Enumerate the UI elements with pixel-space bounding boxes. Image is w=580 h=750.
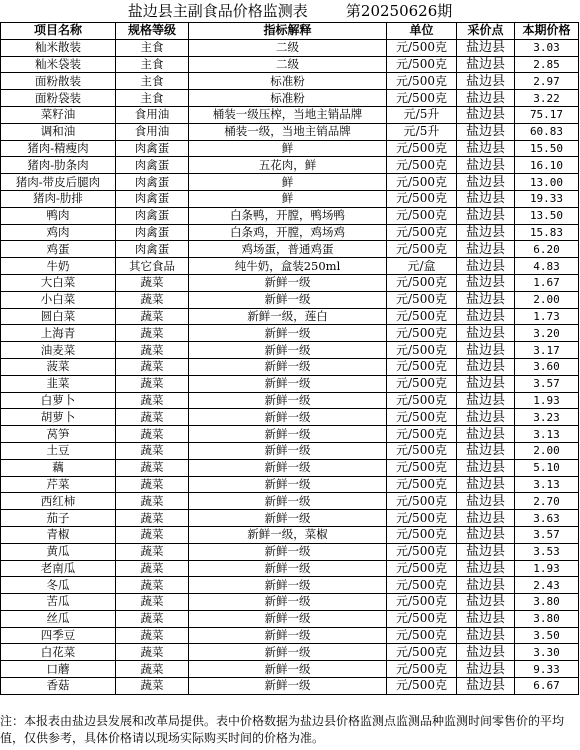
cell-price: 2.43: [515, 577, 579, 594]
cell-unit: 元/500克: [387, 459, 457, 476]
table-row: [1, 375, 579, 392]
cell-description: 新鲜一级: [189, 291, 387, 308]
cell-item-name: 籼米散装: [1, 39, 116, 56]
cell-item-name: 苦瓜: [1, 594, 116, 611]
cell-unit: 元/500克: [387, 526, 457, 543]
cell-collection-point: 盐边县: [457, 73, 515, 90]
cell-price: 3.17: [515, 342, 579, 359]
cell-description: 纯牛奶，盒装250ml: [189, 258, 387, 275]
cell-grade: 蔬菜: [116, 594, 189, 611]
cell-price: 2.00: [515, 291, 579, 308]
cell-description: 鲜: [189, 174, 387, 191]
cell-description: 新鲜一级: [189, 442, 387, 459]
cell-price: 75.17: [515, 106, 579, 123]
cell-description: 新鲜一级: [189, 375, 387, 392]
report-title: 盐边县主副食品价格监测表 第20250626期: [127, 2, 453, 20]
cell-unit: 元/500克: [387, 241, 457, 258]
table-row: [1, 543, 579, 560]
cell-price: 1.73: [515, 308, 579, 325]
cell-unit: 元/500克: [387, 207, 457, 224]
cell-price: 60.83: [515, 123, 579, 140]
cell-description: 新鲜一级: [189, 426, 387, 443]
cell-grade: 肉禽蛋: [116, 174, 189, 191]
cell-collection-point: 盐边县: [457, 258, 515, 275]
cell-item-name: 猪肉-带皮后腿肉: [1, 174, 116, 191]
cell-price: 6.20: [515, 241, 579, 258]
cell-item-name: 菜籽油: [1, 106, 116, 123]
cell-unit: 元/5升: [387, 106, 457, 123]
cell-description: 新鲜一级: [189, 510, 387, 527]
cell-item-name: 籼米袋装: [1, 56, 116, 73]
cell-price: 16.10: [515, 157, 579, 174]
cell-description: 新鲜一级: [189, 543, 387, 560]
table-row: [1, 241, 579, 258]
table-row: [1, 493, 579, 510]
cell-collection-point: 盐边县: [457, 123, 515, 140]
table-row: [1, 90, 579, 107]
cell-price: 1.67: [515, 274, 579, 291]
table-row: [1, 140, 579, 157]
cell-item-name: 黄瓜: [1, 543, 116, 560]
cell-collection-point: 盐边县: [457, 56, 515, 73]
cell-item-name: 韭菜: [1, 375, 116, 392]
cell-collection-point: 盐边县: [457, 594, 515, 611]
cell-unit: 元/500克: [387, 90, 457, 107]
table-row: [1, 325, 579, 342]
cell-grade: 蔬菜: [116, 325, 189, 342]
cell-unit: 元/500克: [387, 426, 457, 443]
cell-description: 新鲜一级: [189, 644, 387, 661]
cell-unit: 元/500克: [387, 190, 457, 207]
cell-unit: 元/500克: [387, 442, 457, 459]
cell-description: 新鲜一级: [189, 274, 387, 291]
cell-item-name: 猪肉-肋排: [1, 190, 116, 207]
cell-unit: 元/500克: [387, 661, 457, 678]
table-row: [1, 274, 579, 291]
cell-price: 3.57: [515, 375, 579, 392]
cell-description: 五花肉，鲜: [189, 157, 387, 174]
cell-unit: 元/500克: [387, 308, 457, 325]
cell-price: 6.67: [515, 678, 579, 695]
cell-collection-point: 盐边县: [457, 644, 515, 661]
cell-collection-point: 盐边县: [457, 224, 515, 241]
cell-grade: 蔬菜: [116, 510, 189, 527]
cell-grade: 蔬菜: [116, 426, 189, 443]
cell-grade: 蔬菜: [116, 577, 189, 594]
table-row: [1, 610, 579, 627]
cell-price: 3.22: [515, 90, 579, 107]
cell-price: 3.60: [515, 358, 579, 375]
cell-item-name: 面粉袋装: [1, 90, 116, 107]
cell-description: 二级: [189, 39, 387, 56]
table-row: [1, 510, 579, 527]
cell-description: 新鲜一级: [189, 627, 387, 644]
cell-item-name: 芹菜: [1, 476, 116, 493]
price-table: [0, 22, 579, 695]
cell-description: 新鲜一级: [189, 678, 387, 695]
cell-grade: 蔬菜: [116, 274, 189, 291]
cell-unit: 元/500克: [387, 325, 457, 342]
cell-grade: 蔬菜: [116, 392, 189, 409]
cell-collection-point: 盐边县: [457, 661, 515, 678]
cell-grade: 蔬菜: [116, 308, 189, 325]
cell-collection-point: 盐边县: [457, 39, 515, 56]
cell-item-name: 冬瓜: [1, 577, 116, 594]
cell-price: 3.80: [515, 610, 579, 627]
cell-unit: 元/500克: [387, 291, 457, 308]
table-row: [1, 526, 579, 543]
cell-item-name: 口蘑: [1, 661, 116, 678]
cell-description: 新鲜一级: [189, 358, 387, 375]
table-header-row: [1, 23, 579, 40]
table-row: [1, 39, 579, 56]
cell-price: 2.00: [515, 442, 579, 459]
cell-price: 3.50: [515, 627, 579, 644]
cell-price: 4.83: [515, 258, 579, 275]
cell-item-name: 大白菜: [1, 274, 116, 291]
header-item-name: 项目名称: [1, 23, 116, 40]
cell-item-name: 白萝卜: [1, 392, 116, 409]
cell-grade: 蔬菜: [116, 358, 189, 375]
cell-item-name: 莴笋: [1, 426, 116, 443]
cell-collection-point: 盐边县: [457, 291, 515, 308]
table-row: [1, 594, 579, 611]
cell-grade: 肉禽蛋: [116, 241, 189, 258]
cell-collection-point: 盐边县: [457, 493, 515, 510]
cell-collection-point: 盐边县: [457, 157, 515, 174]
header-collection-point: 采价点: [457, 23, 515, 40]
cell-grade: 肉禽蛋: [116, 190, 189, 207]
table-row: [1, 409, 579, 426]
cell-item-name: 猪肉-肋条肉: [1, 157, 116, 174]
cell-description: 新鲜一级: [189, 325, 387, 342]
cell-collection-point: 盐边县: [457, 442, 515, 459]
cell-unit: 元/5升: [387, 123, 457, 140]
cell-collection-point: 盐边县: [457, 174, 515, 191]
table-row: [1, 661, 579, 678]
cell-item-name: 鸡肉: [1, 224, 116, 241]
header-grade: 规格等级: [116, 23, 189, 40]
cell-unit: 元/500克: [387, 610, 457, 627]
cell-description: 白条鸡，开膛，鸡场鸡: [189, 224, 387, 241]
cell-description: 鲜: [189, 190, 387, 207]
cell-price: 15.50: [515, 140, 579, 157]
cell-grade: 蔬菜: [116, 442, 189, 459]
cell-price: 3.53: [515, 543, 579, 560]
cell-collection-point: 盐边县: [457, 627, 515, 644]
cell-collection-point: 盐边县: [457, 140, 515, 157]
cell-item-name: 西红柿: [1, 493, 116, 510]
cell-unit: 元/500克: [387, 56, 457, 73]
cell-collection-point: 盐边县: [457, 560, 515, 577]
cell-price: 3.13: [515, 426, 579, 443]
cell-grade: 蔬菜: [116, 560, 189, 577]
cell-description: 新鲜一级: [189, 459, 387, 476]
cell-unit: 元/500克: [387, 510, 457, 527]
cell-item-name: 茄子: [1, 510, 116, 527]
cell-description: 新鲜一级: [189, 577, 387, 594]
cell-description: 鸡场蛋，普通鸡蛋: [189, 241, 387, 258]
cell-price: 19.33: [515, 190, 579, 207]
cell-grade: 蔬菜: [116, 644, 189, 661]
cell-description: 新鲜一级，菜椒: [189, 526, 387, 543]
cell-unit: 元/500克: [387, 392, 457, 409]
cell-item-name: 圆白菜: [1, 308, 116, 325]
cell-item-name: 牛奶: [1, 258, 116, 275]
cell-price: 2.70: [515, 493, 579, 510]
cell-unit: 元/500克: [387, 157, 457, 174]
cell-price: 3.30: [515, 644, 579, 661]
cell-description: 桶装一级，当地主销品牌: [189, 123, 387, 140]
cell-grade: 主食: [116, 90, 189, 107]
table-row: [1, 644, 579, 661]
cell-description: 白条鸭，开膛，鸭场鸭: [189, 207, 387, 224]
cell-grade: 肉禽蛋: [116, 207, 189, 224]
cell-collection-point: 盐边县: [457, 375, 515, 392]
cell-unit: 元/500克: [387, 627, 457, 644]
cell-item-name: 鸡蛋: [1, 241, 116, 258]
cell-collection-point: 盐边县: [457, 274, 515, 291]
cell-grade: 蔬菜: [116, 627, 189, 644]
table-row: [1, 291, 579, 308]
table-row: [1, 442, 579, 459]
cell-collection-point: 盐边县: [457, 190, 515, 207]
cell-collection-point: 盐边县: [457, 543, 515, 560]
cell-item-name: 藕: [1, 459, 116, 476]
cell-unit: 元/500克: [387, 342, 457, 359]
cell-price: 9.33: [515, 661, 579, 678]
cell-grade: 食用油: [116, 106, 189, 123]
table-row: [1, 476, 579, 493]
cell-grade: 食用油: [116, 123, 189, 140]
table-row: [1, 308, 579, 325]
cell-grade: 蔬菜: [116, 543, 189, 560]
cell-collection-point: 盐边县: [457, 90, 515, 107]
cell-price: 2.97: [515, 73, 579, 90]
cell-collection-point: 盐边县: [457, 510, 515, 527]
cell-item-name: 土豆: [1, 442, 116, 459]
table-row: [1, 190, 579, 207]
cell-item-name: 调和油: [1, 123, 116, 140]
cell-price: 13.50: [515, 207, 579, 224]
cell-unit: 元/500克: [387, 39, 457, 56]
cell-description: 新鲜一级: [189, 661, 387, 678]
cell-unit: 元/500克: [387, 543, 457, 560]
cell-unit: 元/500克: [387, 358, 457, 375]
cell-item-name: 鸭肉: [1, 207, 116, 224]
cell-price: 3.63: [515, 510, 579, 527]
cell-collection-point: 盐边县: [457, 308, 515, 325]
cell-unit: 元/500克: [387, 140, 457, 157]
cell-grade: 蔬菜: [116, 459, 189, 476]
cell-description: 新鲜一级: [189, 409, 387, 426]
cell-unit: 元/500克: [387, 644, 457, 661]
cell-grade: 蔬菜: [116, 661, 189, 678]
cell-collection-point: 盐边县: [457, 610, 515, 627]
cell-grade: 蔬菜: [116, 493, 189, 510]
cell-description: 新鲜一级: [189, 594, 387, 611]
table-row: [1, 342, 579, 359]
cell-description: 新鲜一级: [189, 493, 387, 510]
table-row: [1, 106, 579, 123]
cell-item-name: 面粉散装: [1, 73, 116, 90]
cell-unit: 元/500克: [387, 594, 457, 611]
cell-price: 13.00: [515, 174, 579, 191]
table-row: [1, 678, 579, 695]
header-unit: 单位: [387, 23, 457, 40]
cell-price: 3.23: [515, 409, 579, 426]
cell-collection-point: 盐边县: [457, 325, 515, 342]
cell-price: 3.20: [515, 325, 579, 342]
cell-grade: 肉禽蛋: [116, 157, 189, 174]
cell-item-name: 白花菜: [1, 644, 116, 661]
cell-unit: 元/500克: [387, 224, 457, 241]
cell-price: 2.85: [515, 56, 579, 73]
table-row: [1, 358, 579, 375]
cell-unit: 元/500克: [387, 476, 457, 493]
cell-grade: 蔬菜: [116, 409, 189, 426]
cell-collection-point: 盐边县: [457, 342, 515, 359]
cell-unit: 元/500克: [387, 493, 457, 510]
cell-item-name: 菠菜: [1, 358, 116, 375]
cell-item-name: 青椒: [1, 526, 116, 543]
cell-collection-point: 盐边县: [457, 678, 515, 695]
cell-collection-point: 盐边县: [457, 207, 515, 224]
cell-price: 3.80: [515, 594, 579, 611]
cell-grade: 蔬菜: [116, 526, 189, 543]
cell-unit: 元/500克: [387, 409, 457, 426]
cell-item-name: 胡萝卜: [1, 409, 116, 426]
table-row: [1, 392, 579, 409]
cell-description: 标准粉: [189, 90, 387, 107]
cell-price: 3.57: [515, 526, 579, 543]
cell-description: 鲜: [189, 140, 387, 157]
cell-collection-point: 盐边县: [457, 476, 515, 493]
table-row: [1, 207, 579, 224]
table-row: [1, 627, 579, 644]
table-row: [1, 426, 579, 443]
cell-description: 标准粉: [189, 73, 387, 90]
cell-item-name: 猪肉-精瘦肉: [1, 140, 116, 157]
cell-unit: 元/500克: [387, 678, 457, 695]
cell-description: 二级: [189, 56, 387, 73]
cell-description: 新鲜一级: [189, 476, 387, 493]
cell-grade: 肉禽蛋: [116, 224, 189, 241]
cell-item-name: 香菇: [1, 678, 116, 695]
cell-unit: 元/500克: [387, 577, 457, 594]
table-row: [1, 56, 579, 73]
cell-collection-point: 盐边县: [457, 409, 515, 426]
cell-grade: 蔬菜: [116, 476, 189, 493]
cell-unit: 元/500克: [387, 274, 457, 291]
table-row: [1, 123, 579, 140]
table-row: [1, 560, 579, 577]
cell-price: 3.03: [515, 39, 579, 56]
cell-grade: 蔬菜: [116, 291, 189, 308]
cell-unit: 元/500克: [387, 375, 457, 392]
cell-item-name: 上海青: [1, 325, 116, 342]
cell-item-name: 丝瓜: [1, 610, 116, 627]
cell-grade: 主食: [116, 56, 189, 73]
cell-grade: 主食: [116, 39, 189, 56]
cell-price: 5.10: [515, 459, 579, 476]
cell-collection-point: 盐边县: [457, 577, 515, 594]
header-description: 指标解释: [189, 23, 387, 40]
cell-description: 新鲜一级: [189, 610, 387, 627]
cell-collection-point: 盐边县: [457, 241, 515, 258]
cell-unit: 元/500克: [387, 560, 457, 577]
cell-grade: 其它食品: [116, 258, 189, 275]
cell-description: 桶装一级压榨，当地主销品牌: [189, 106, 387, 123]
cell-grade: 主食: [116, 73, 189, 90]
cell-grade: 蔬菜: [116, 342, 189, 359]
cell-price: 1.93: [515, 560, 579, 577]
cell-collection-point: 盐边县: [457, 459, 515, 476]
cell-grade: 蔬菜: [116, 610, 189, 627]
cell-price: 3.13: [515, 476, 579, 493]
cell-description: 新鲜一级: [189, 342, 387, 359]
cell-item-name: 老南瓜: [1, 560, 116, 577]
table-row: [1, 577, 579, 594]
cell-description: 新鲜一级，莲白: [189, 308, 387, 325]
cell-price: 15.83: [515, 224, 579, 241]
cell-item-name: 油麦菜: [1, 342, 116, 359]
header-current-price: 本期价格: [515, 23, 579, 40]
footnote: 注：本报表由盐边县发展和改革局提供。表中价格数据为盐边县价格监测点监测品种监测时间零售价的平均值，仅供参考，具体价格请以现场实际购买时间的价格为准。: [0, 714, 565, 745]
cell-grade: 肉禽蛋: [116, 140, 189, 157]
table-row: [1, 157, 579, 174]
cell-grade: 蔬菜: [116, 375, 189, 392]
cell-description: 新鲜一级: [189, 392, 387, 409]
cell-collection-point: 盐边县: [457, 526, 515, 543]
cell-price: 1.93: [515, 392, 579, 409]
table-row: [1, 258, 579, 275]
table-row: [1, 73, 579, 90]
cell-collection-point: 盐边县: [457, 358, 515, 375]
cell-collection-point: 盐边县: [457, 426, 515, 443]
cell-item-name: 小白菜: [1, 291, 116, 308]
cell-description: 新鲜一级: [189, 560, 387, 577]
cell-unit: 元/500克: [387, 73, 457, 90]
cell-collection-point: 盐边县: [457, 106, 515, 123]
table-row: [1, 459, 579, 476]
table-row: [1, 174, 579, 191]
cell-unit: 元/盒: [387, 258, 457, 275]
cell-unit: 元/500克: [387, 174, 457, 191]
cell-grade: 蔬菜: [116, 678, 189, 695]
table-row: [1, 224, 579, 241]
cell-collection-point: 盐边县: [457, 392, 515, 409]
cell-item-name: 四季豆: [1, 627, 116, 644]
